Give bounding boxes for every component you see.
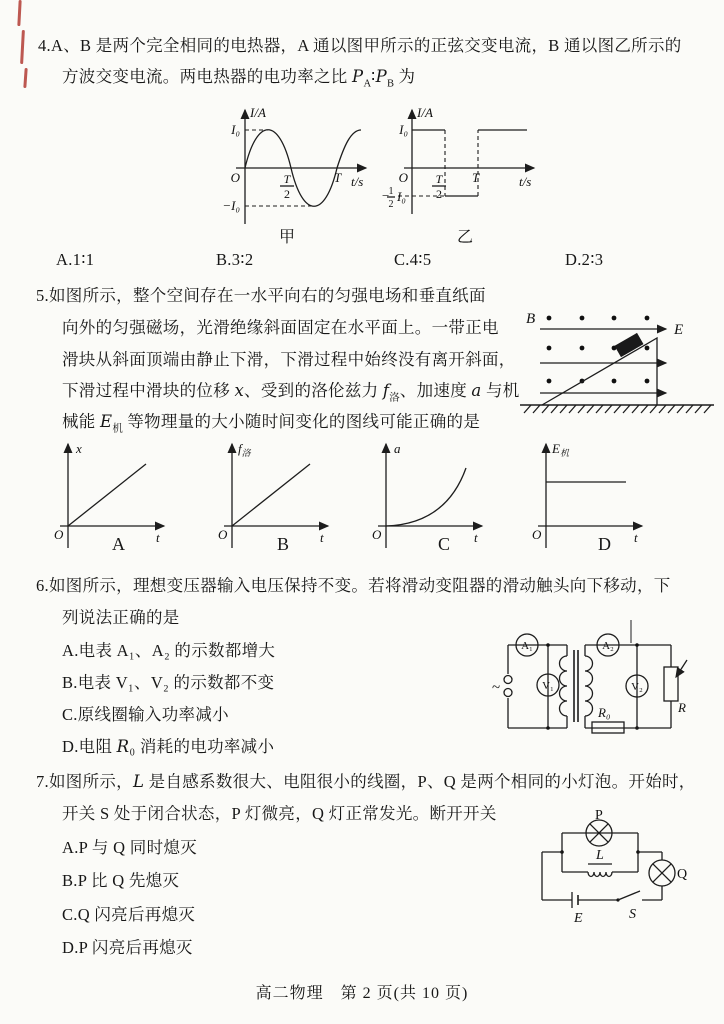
junction-dot — [546, 643, 550, 647]
voltmeter-1-label: V₁ — [542, 680, 554, 692]
e-field-label: E — [674, 322, 684, 338]
y-label: x — [76, 441, 82, 456]
half-period-denominator: 2 — [436, 187, 442, 201]
ammeter-2-label: A₂ — [602, 640, 614, 652]
q7-option-c: C.Q 闪亮后再熄灭 — [62, 905, 196, 924]
svg-text:E机: $E_机$ — [552, 441, 569, 458]
i0-label: I₀ — [399, 122, 408, 137]
t-label: t — [320, 530, 324, 545]
q7-option-b: B.P 比 Q 先熄灭 — [62, 871, 180, 890]
q7-option-d: D.P 闪亮后再熄灭 — [62, 938, 193, 957]
q4-line-1: 4.A、B 是两个完全相同的电热器，A 通以图甲所示的正弦交变电流，B 通以图乙所示的 — [38, 36, 682, 55]
sliding-block — [614, 333, 643, 357]
rheostat — [664, 667, 678, 701]
inductor-coil — [588, 872, 612, 877]
q5-line-1: 5.如图所示，整个空间存在一水平向右的匀强电场和垂直纸面 — [36, 286, 486, 305]
i0-label-low: I₀ — [397, 189, 406, 204]
secondary-coil — [585, 656, 593, 716]
q4-option-b: B.3∶2 — [216, 250, 254, 269]
origin-label: O — [532, 527, 542, 542]
red-scan-mark — [23, 68, 27, 88]
svg-text:x — [75, 441, 82, 456]
origin-label: O — [398, 170, 408, 185]
q4-option-c: C.4∶5 — [394, 250, 432, 269]
x-axis-label: t/s — [351, 174, 364, 189]
y-axis-label: I/A — [417, 105, 433, 120]
switch-label: S — [629, 907, 636, 922]
battery-label: E — [574, 911, 583, 926]
b-field-label: B — [526, 311, 536, 327]
linear-curve — [68, 464, 146, 526]
junction-dot — [635, 643, 639, 647]
caption-jia: 甲 — [278, 229, 296, 246]
fig-q5-graph-d — [524, 436, 654, 558]
fig-q5-graph-c — [364, 436, 494, 558]
linear-curve — [232, 464, 310, 526]
origin-label: O — [230, 170, 240, 185]
y-label: E — [552, 441, 560, 456]
lamp-q-label: Q — [677, 867, 688, 882]
half-numerator: 1 — [388, 186, 394, 197]
q6-option-c: C.原线圈输入功率减小 — [62, 705, 229, 724]
caption-yi: 乙 — [456, 229, 474, 246]
t-label: t — [156, 530, 160, 545]
q5-graph-letter-a: A — [112, 534, 125, 554]
rheostat-label: R — [678, 700, 686, 715]
i0-label: I₀ — [231, 122, 240, 137]
minus-sign: − — [382, 188, 390, 203]
q5-line-2: 向外的匀强磁场，光滑绝缘斜面固定在水平面上。一带正电 — [62, 318, 499, 337]
half-period-denominator: 2 — [284, 187, 290, 201]
origin-label: O — [54, 527, 64, 542]
fig-q7-inductor-circuit — [530, 808, 716, 953]
resistor-r0-label: R₀ — [598, 705, 611, 720]
lamp-p-label: P — [595, 808, 603, 823]
fig-q4-square-graph — [382, 102, 544, 246]
ac-source-terminal — [504, 689, 512, 697]
junction-dot — [546, 726, 550, 730]
primary-coil — [560, 656, 568, 716]
accelerating-curve — [386, 468, 466, 526]
q5-line-3: 滑块从斜面顶端由静止下滑，下滑过程中始终没有离开斜面， — [62, 350, 516, 369]
red-scan-mark — [17, 0, 21, 26]
q4-option-d: D.2∶3 — [565, 250, 604, 269]
half-period-numerator: T — [283, 172, 291, 186]
fig-q4-sine-graph — [198, 102, 376, 246]
q4-line-2: 方波交变电流。两电热器的电功率之比 $P_A∶P_B$ 为 — [62, 67, 416, 90]
q7-option-a: A.P 与 Q 同时熄灭 — [62, 838, 197, 857]
q5-line-5: 械能 $E_机$ 等物理量的大小随时间变化的图线可能正确的是 — [62, 412, 481, 435]
incline — [542, 338, 657, 405]
switch-blade — [618, 891, 640, 900]
t-label: t — [634, 530, 638, 545]
neg-i0-label: −I₀ — [222, 198, 240, 213]
y-label: a — [394, 441, 401, 456]
origin-label: O — [372, 527, 382, 542]
half-period-numerator: T — [435, 172, 443, 186]
t-label: t — [474, 530, 478, 545]
period-label: T — [334, 170, 342, 185]
period-label: T — [472, 170, 480, 185]
q7-line-1: 7.如图所示，L 是自感系数很大、电阻很小的线圈，P、Q 是两个相同的小灯泡。开始时， — [36, 772, 696, 791]
fig-q5-incline — [516, 292, 718, 438]
q5-line-4: 下滑过程中滑块的位移 x、受到的洛伦兹力 $f_洛$、加速度 a 与机 — [62, 381, 520, 404]
q6-line-1: 6.如图所示，理想变压器输入电压保持不变。若将滑动变阻器的滑动触头向下移动，下 — [36, 576, 671, 595]
y-label: f — [238, 441, 242, 456]
page-footer: 高二物理 第 2 页(共 10 页) — [255, 985, 469, 1002]
q5-graph-letter-d: D — [598, 534, 611, 554]
inductor-label: L — [596, 848, 604, 863]
q5-graph-letter-c: C — [438, 534, 451, 554]
voltmeter-2-label: V₂ — [631, 681, 643, 693]
ac-source-terminal — [504, 676, 512, 684]
y-axis-label: I/A — [250, 105, 266, 120]
half-denominator: 2 — [388, 199, 394, 210]
fig-q5-graph-b — [210, 436, 340, 558]
red-scan-mark — [20, 30, 24, 64]
svg-text:f洛: $f_洛$ — [238, 441, 251, 458]
fig-q6-transformer-circuit — [492, 616, 718, 762]
q5-graph-letter-b: B — [277, 534, 290, 554]
q6-line-2: 列说法正确的是 — [62, 608, 180, 627]
fig-q5-graph-a — [46, 436, 176, 558]
svg-text:a — [394, 441, 401, 456]
q6-option-a: A.电表 A₁、A₂ 的示数都增大 — [62, 641, 276, 660]
x-axis-label: t/s — [519, 174, 532, 189]
q6-option-d: D.电阻 R₀ 消耗的电功率减小 — [62, 737, 275, 756]
origin-label: O — [218, 527, 228, 542]
q7-line-2: 开关 S 处于闭合状态，P 灯微亮，Q 灯正常发光。断开开关 — [62, 804, 497, 823]
ground-hatching — [524, 405, 711, 413]
q6-option-b: B.电表 V₁、V₂ 的示数都不变 — [62, 673, 275, 692]
q4-option-a: A.1∶1 — [56, 250, 95, 269]
ac-symbol: ~ — [492, 680, 501, 696]
ammeter-1-label: A₁ — [521, 640, 533, 652]
